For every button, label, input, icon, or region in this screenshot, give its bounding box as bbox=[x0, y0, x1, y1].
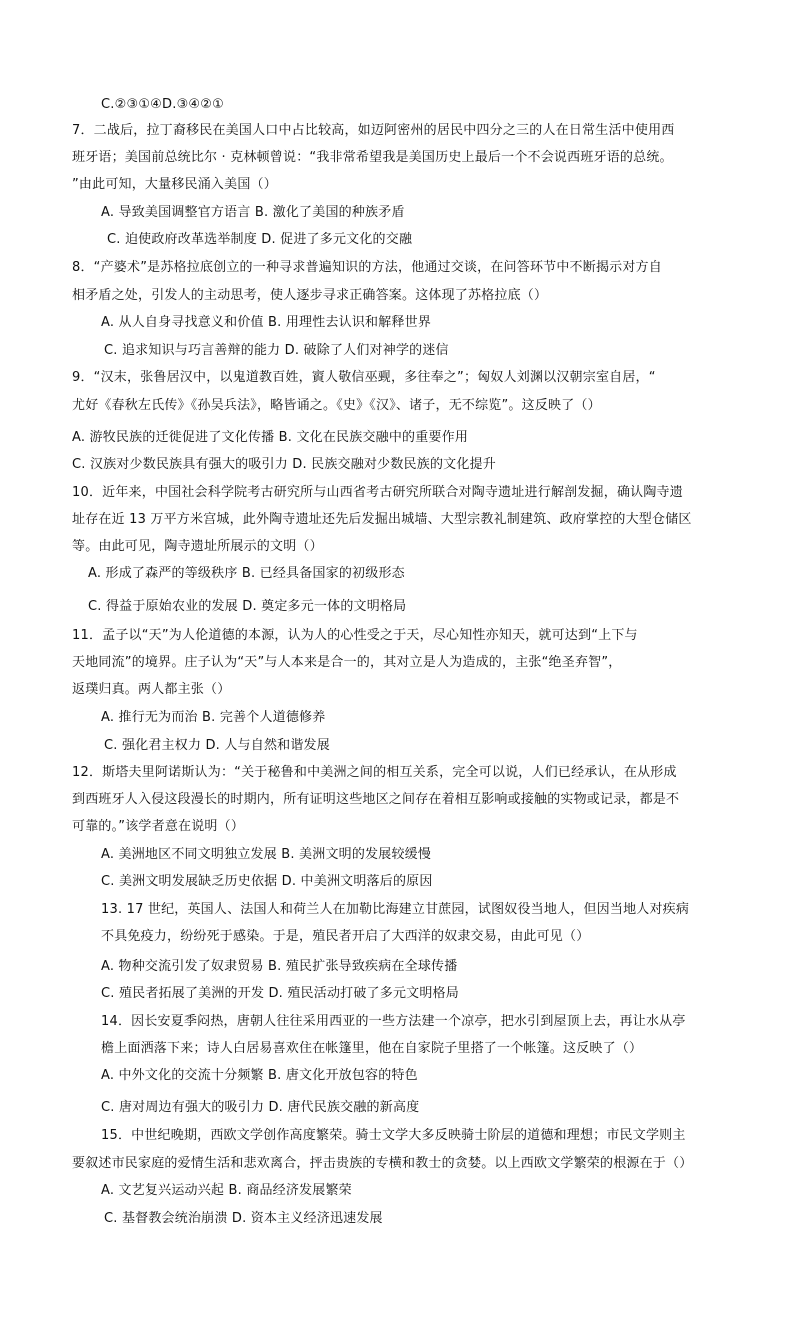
q13-options-ab: A. 物种交流引发了奴隶贸易 B. 殖民扩张导致疾病在全球传播 bbox=[101, 959, 458, 974]
q15-options-ab: A. 文艺复兴运动兴起 B. 商品经济发展繁荣 bbox=[101, 1183, 352, 1198]
q12-stem-line-2: 到西班牙人入侵这段漫长的时期内，所有证明这些地区之间存在着相互影响或接触的实物或记录，都是不 bbox=[72, 792, 680, 807]
q9-stem-line-2: 尤好《春秋左氏传》《孙吴兵法》，略皆诵之。《史》《汉》、诸子，无不综览”。这反映了（） bbox=[72, 398, 601, 413]
q8-stem-line-1: 8．“产婆术”是苏格拉底创立的一种寻求普遍知识的方法，他通过交谈，在问答环节中不断揭示对方自 bbox=[72, 260, 662, 275]
q11-options-cd: C. 强化君主权力 D. 人与自然和谐发展 bbox=[104, 738, 330, 753]
q10-stem-line-3: 等。由此可见，陶寺遗址所展示的文明（） bbox=[72, 539, 323, 554]
q12-options-cd: C. 美洲文明发展缺乏历史依据 D. 中美洲文明落后的原因 bbox=[101, 874, 433, 889]
q15-options-cd: C. 基督教会统治崩溃 D. 资本主义经济迅速发展 bbox=[104, 1211, 383, 1226]
q15-stem-line-2: 要叙述市民家庭的爱情生活和悲欢离合，抨击贵族的专横和教士的贪婪。以上西欧文学繁荣的根源在于（） bbox=[72, 1156, 693, 1171]
q6-options-cd: C.②③①④D.③④②① bbox=[101, 97, 224, 112]
q7-stem-line-1: 7．二战后，拉丁裔移民在美国人口中占比较高，如迈阿密州的居民中四分之三的人在日常生活中使用西 bbox=[72, 123, 675, 138]
q12-stem-line-1: 12．斯塔夫里阿诺斯认为：“关于秘鲁和中美洲之间的相互关系，完全可以说，人们已经承认，在从形成 bbox=[72, 765, 677, 780]
q8-stem-line-2: 相矛盾之处，引发人的主动思考，使人逐步寻求正确答案。这体现了苏格拉底（） bbox=[72, 288, 548, 303]
q7-stem-line-3: ”由此可知，大量移民涌入美国（） bbox=[72, 177, 277, 192]
q8-options-ab: A. 从人自身寻找意义和价值 B. 用理性去认识和解释世界 bbox=[101, 315, 432, 330]
q14-options-ab: A. 中外文化的交流十分频繁 B. 唐文化开放包容的特色 bbox=[101, 1068, 418, 1083]
q13-stem-line-2: 不具免疫力，纷纷死于感染。于是，殖民者开启了大西洋的奴隶交易，由此可见（） bbox=[101, 929, 590, 944]
q14-stem-line-1: 14．因长安夏季闷热，唐朝人往往采用西亚的一些方法建一个凉亭，把水引到屋顶上去，再让水从亭 bbox=[101, 1014, 686, 1029]
q7-options-cd: C. 迫使政府改革选举制度 D. 促进了多元文化的交融 bbox=[107, 232, 413, 247]
q11-stem-line-3: 返璞归真。两人都主张（） bbox=[72, 682, 231, 697]
q11-options-ab: A. 推行无为而治 B. 完善个人道德修养 bbox=[101, 710, 326, 725]
q10-stem-line-2: 址存在近 13 万平方米宫城，此外陶寺遗址还先后发掘出城墙、大型宗教礼制建筑、政府掌控的大型仓储区 bbox=[72, 512, 692, 527]
q8-options-cd: C. 追求知识与巧言善辩的能力 D. 破除了人们对神学的迷信 bbox=[104, 343, 449, 358]
q15-stem-line-1: 15．中世纪晚期，西欧文学创作高度繁荣。骑士文学大多反映骑士阶层的道德和理想；市民文学则主 bbox=[101, 1128, 686, 1143]
q9-stem-line-1: 9．“汉末，张鲁居汉中，以鬼道教百姓，賨人敬信巫觋，多往奉之”；匈奴人刘渊以汉朝宗室自居，“ bbox=[72, 370, 656, 385]
q12-stem-line-3: 可靠的。”该学者意在说明（） bbox=[72, 819, 245, 834]
q11-stem-line-2: 天地同流”的境界。庄子认为“天”与人本来是合一的，其对立是人为造成的，主张“绝圣弃智”， bbox=[72, 655, 622, 670]
q9-options-ab: A. 游牧民族的迁徙促进了文化传播 B. 文化在民族交融中的重要作用 bbox=[72, 430, 469, 445]
q10-stem-line-1: 10．近年来，中国社会科学院考古研究所与山西省考古研究所联合对陶寺遗址进行解剖发掘，确认陶寺遗 bbox=[72, 485, 683, 500]
q7-stem-line-2: 班牙语；美国前总统比尔 · 克林顿曾说：“我非常希望我是美国历史上最后一个不会说西班牙语的总统。 bbox=[72, 150, 673, 165]
q10-options-ab: A. 形成了森严的等级秩序 B. 已经具备国家的初级形态 bbox=[88, 566, 405, 581]
q10-options-cd: C. 得益于原始农业的发展 D. 奠定多元一体的文明格局 bbox=[88, 599, 407, 614]
q13-stem-line-1: 13. 17 世纪，英国人、法国人和荷兰人在加勒比海建立甘蔗园，试图奴役当地人，但因当地人对疾病 bbox=[101, 902, 690, 917]
q12-options-ab: A. 美洲地区不同文明独立发展 B. 美洲文明的发展较缓慢 bbox=[101, 847, 432, 862]
q13-options-cd: C. 殖民者拓展了美洲的开发 D. 殖民活动打破了多元文明格局 bbox=[101, 986, 459, 1001]
q11-stem-line-1: 11．孟子以“天”为人伦道德的本源，认为人的心性受之于天，尽心知性亦知天，就可达到“上下与 bbox=[72, 628, 638, 643]
q14-stem-line-2: 檐上面洒落下来；诗人白居易喜欢住在帐篷里，他在自家院子里搭了一个帐篷。这反映了（） bbox=[101, 1041, 643, 1056]
q14-options-cd: C. 唐对周边有强大的吸引力 D. 唐代民族交融的新高度 bbox=[101, 1100, 420, 1115]
q9-options-cd: C. 汉族对少数民族具有强大的吸引力 D. 民族交融对少数民族的文化提升 bbox=[72, 457, 496, 472]
q7-options-ab: A. 导致美国调整官方语言 B. 激化了美国的种族矛盾 bbox=[101, 205, 405, 220]
